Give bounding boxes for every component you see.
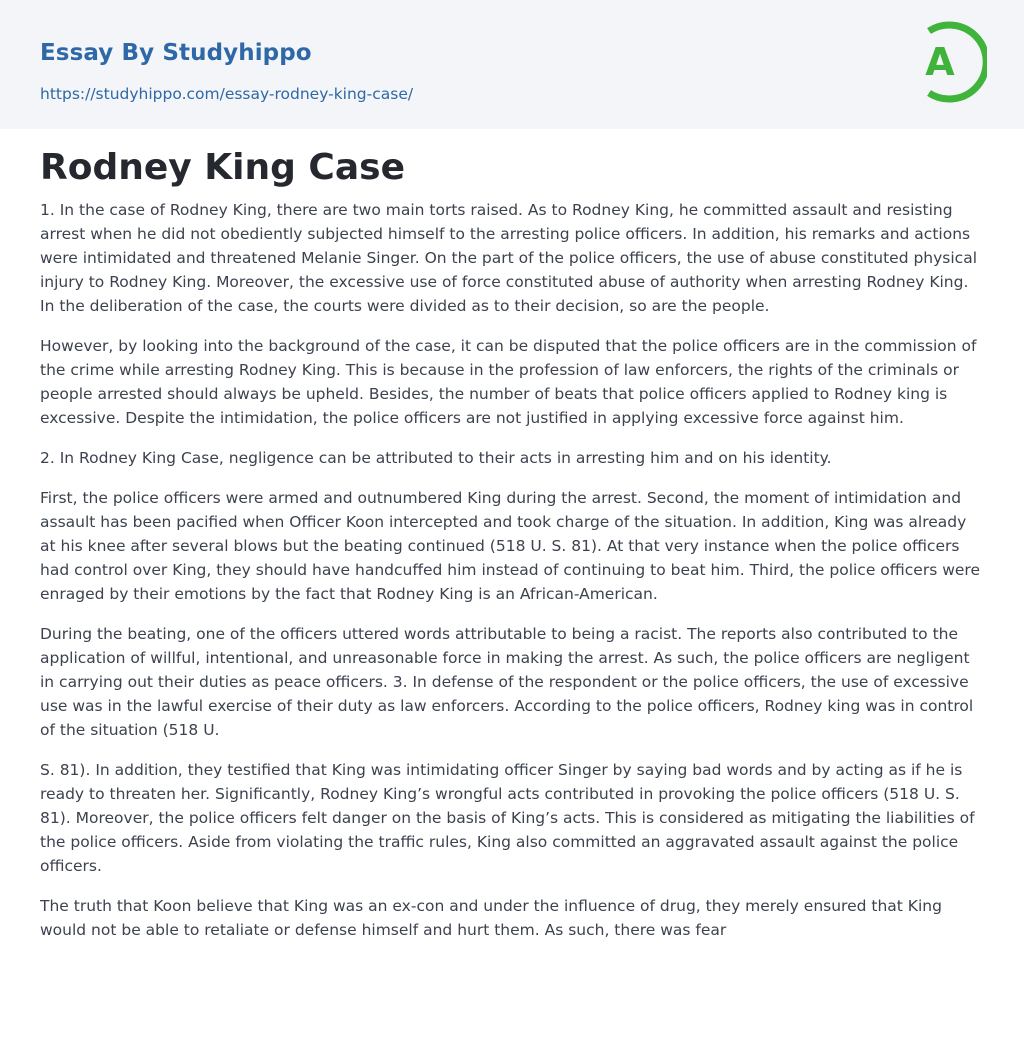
essay-article <box>40 144 986 958</box>
essay-paragraph-6: S. 81). In addition, they testified that King was intimidating officer Singer by saying bad words and by acting as if he is ready to threaten her. Significantly, Rodney King’s wrongful acts contributed in provoking the police officers (518 U. S. 81). Moreover, the police officers felt danger on the basis of King’s acts. This is considered as mitigating the liabilities of the police officers. Aside from violating the traffic rules, King also committed an aggravated assault against the police officers. <box>40 761 975 875</box>
page-title: Rodney King Case <box>40 147 405 188</box>
studyhippo-logo-icon[interactable] <box>913 19 987 105</box>
essay-paragraph-1: 1. In the case of Rodney King, there are two main torts raised. As to Rodney King, he committed assault and resisting arrest when he did not obediently subjected himself to the arresting police officers. In addition, his remarks and actions were intimidated and threatened Melanie Singer. On the part of the police officers, the use of abuse constituted physical injury to Rodney King. Moreover, the excessive use of force constituted abuse of authority when arresting Rodney King. In the deliberation of the case, the courts were divided as to their decision, so are the people. <box>40 201 978 315</box>
site-header <box>0 0 1024 129</box>
essay-url-link[interactable]: https://studyhippo.com/essay-rodney-king-case/ <box>40 85 414 103</box>
brand-title[interactable]: Essay By Studyhippo <box>40 40 312 66</box>
essay-paragraph-4: First, the police officers were armed and outnumbered King during the arrest. Second, the moment of intimidation and assault has been pacified when Officer Koon intercepted and took charge of the situation. In addition, King was already at his knee after several blows but the beating continued (518 U. S. 81). At that very instance when the police officers had control over King, they should have handcuffed him instead of continuing to beat him. Third, the police officers were enraged by their emotions by the fact that Rodney King is an African-American. <box>40 489 980 603</box>
essay-paragraph-5: During the beating, one of the officers uttered words attributable to being a racist. The reports also contributed to the application of willful, intentional, and unreasonable force in making the arrest. As such, the police officers are negligent in carrying out their duties as peace officers. 3. In defense of the respondent or the police officers, the use of excessive use was in the lawful exercise of their duty as law enforcers. According to the police officers, Rodney king was in control of the situation (518 U. <box>40 625 974 739</box>
essay-paragraph-2: However, by looking into the background of the case, it can be disputed that the police officers are in the commission of the crime while arresting Rodney King. This is because in the profession of law enforcers, the rights of the criminals or people arrested should always be upheld. Besides, the number of beats that police officers applied to Rodney king is excessive. Despite the intimidation, the police officers are not justified in applying excessive force against him. <box>40 337 977 427</box>
logo-letter: A <box>925 40 955 84</box>
essay-paragraph-7: The truth that Koon believe that King was an ex-con and under the influence of drug, they merely ensured that King would not be able to retaliate or defense himself and hurt them. As such, there was fear <box>40 897 942 939</box>
essay-paragraph-3: 2. In Rodney King Case, negligence can be attributed to their acts in arresting him and on his identity. <box>40 449 832 467</box>
